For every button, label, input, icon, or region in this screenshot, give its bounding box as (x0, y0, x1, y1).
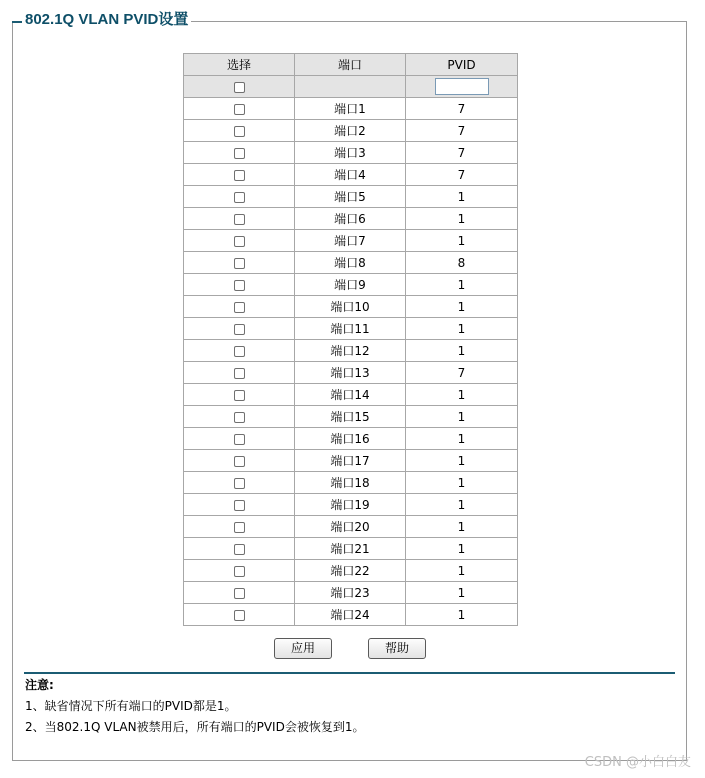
row-port: 端口3 (295, 142, 406, 164)
note-line-1: 1、缺省情况下所有端口的PVID都是1。 (25, 699, 237, 713)
row-port: 端口22 (295, 560, 406, 582)
row-select-cell (184, 340, 295, 362)
table-row (184, 582, 518, 604)
row-select-checkbox[interactable] (234, 280, 245, 291)
row-select-checkbox[interactable] (234, 522, 245, 533)
row-select-checkbox[interactable] (234, 324, 245, 335)
row-select-cell (184, 560, 295, 582)
row-select-cell (184, 120, 295, 142)
watermark: CSDN @小白白友 (584, 755, 691, 770)
row-pvid: 1 (406, 384, 518, 406)
row-pvid: 7 (406, 98, 518, 120)
table-row (184, 494, 518, 516)
row-select-cell (184, 494, 295, 516)
row-select-cell (184, 538, 295, 560)
row-select-checkbox[interactable] (234, 104, 245, 115)
select-all-checkbox[interactable] (234, 82, 245, 93)
row-select-cell (184, 142, 295, 164)
row-select-cell (184, 516, 295, 538)
select-all-cell (184, 76, 295, 98)
row-port: 端口2 (295, 120, 406, 142)
table-row (184, 98, 518, 120)
row-select-checkbox[interactable] (234, 478, 245, 489)
row-select-checkbox[interactable] (234, 456, 245, 467)
row-pvid: 1 (406, 318, 518, 340)
row-select-cell (184, 318, 295, 340)
row-select-checkbox[interactable] (234, 434, 245, 445)
row-select-checkbox[interactable] (234, 544, 245, 555)
row-select-checkbox[interactable] (234, 214, 245, 225)
row-select-checkbox[interactable] (234, 588, 245, 599)
table-header-row (184, 54, 518, 76)
row-select-checkbox[interactable] (234, 126, 245, 137)
row-select-checkbox[interactable] (234, 192, 245, 203)
row-select-checkbox[interactable] (234, 302, 245, 313)
row-select-checkbox[interactable] (234, 170, 245, 181)
row-select-checkbox[interactable] (234, 236, 245, 247)
table-row (184, 604, 518, 626)
row-select-checkbox[interactable] (234, 346, 245, 357)
row-port: 端口14 (295, 384, 406, 406)
pvid-table (183, 53, 518, 626)
row-pvid: 1 (406, 274, 518, 296)
row-port: 端口12 (295, 340, 406, 362)
row-port: 端口16 (295, 428, 406, 450)
note-line-2: 2、当802.1Q VLAN被禁用后，所有端口的PVID会被恢复到1。 (25, 720, 365, 734)
row-select-cell (184, 230, 295, 252)
row-pvid: 7 (406, 164, 518, 186)
row-select-cell (184, 450, 295, 472)
header-pvid: PVID (406, 54, 518, 76)
filter-pvid-cell (406, 76, 518, 98)
row-port: 端口10 (295, 296, 406, 318)
row-port: 端口6 (295, 208, 406, 230)
row-port: 端口15 (295, 406, 406, 428)
row-select-cell (184, 164, 295, 186)
table-row (184, 362, 518, 384)
apply-button[interactable]: 应用 (274, 638, 332, 659)
row-port: 端口11 (295, 318, 406, 340)
row-pvid: 8 (406, 252, 518, 274)
row-pvid: 1 (406, 560, 518, 582)
row-select-cell (184, 208, 295, 230)
table-row (184, 560, 518, 582)
row-select-checkbox[interactable] (234, 390, 245, 401)
row-port: 端口7 (295, 230, 406, 252)
row-select-cell (184, 582, 295, 604)
table-row (184, 164, 518, 186)
row-port: 端口4 (295, 164, 406, 186)
notes-divider (24, 672, 675, 674)
row-select-cell (184, 274, 295, 296)
table-row (184, 186, 518, 208)
row-pvid: 1 (406, 538, 518, 560)
row-pvid: 1 (406, 450, 518, 472)
table-row (184, 120, 518, 142)
row-select-checkbox[interactable] (234, 500, 245, 511)
row-port: 端口23 (295, 582, 406, 604)
row-port: 端口18 (295, 472, 406, 494)
port-rows (184, 98, 518, 626)
table-row (184, 384, 518, 406)
table-row (184, 538, 518, 560)
table-row (184, 406, 518, 428)
pvid-input[interactable] (435, 78, 489, 95)
row-select-checkbox[interactable] (234, 566, 245, 577)
row-port: 端口20 (295, 516, 406, 538)
row-pvid: 1 (406, 516, 518, 538)
row-select-cell (184, 186, 295, 208)
row-select-checkbox[interactable] (234, 258, 245, 269)
table-row (184, 450, 518, 472)
table-row (184, 472, 518, 494)
row-select-checkbox[interactable] (234, 610, 245, 621)
row-select-cell (184, 384, 295, 406)
row-pvid: 1 (406, 406, 518, 428)
row-select-cell (184, 296, 295, 318)
table-row (184, 274, 518, 296)
row-select-cell (184, 472, 295, 494)
row-port: 端口19 (295, 494, 406, 516)
row-pvid: 1 (406, 296, 518, 318)
row-pvid: 7 (406, 120, 518, 142)
header-select: 选择 (184, 54, 295, 76)
table-filter-row (184, 76, 518, 98)
table-row (184, 252, 518, 274)
row-port: 端口1 (295, 98, 406, 120)
row-pvid: 1 (406, 230, 518, 252)
table-row (184, 318, 518, 340)
row-pvid: 1 (406, 604, 518, 626)
row-select-cell (184, 428, 295, 450)
row-select-cell (184, 604, 295, 626)
row-port: 端口24 (295, 604, 406, 626)
table-row (184, 142, 518, 164)
row-port: 端口13 (295, 362, 406, 384)
table-row (184, 296, 518, 318)
row-pvid: 1 (406, 340, 518, 362)
row-port: 端口17 (295, 450, 406, 472)
filter-port-cell (295, 76, 406, 98)
row-pvid: 1 (406, 208, 518, 230)
table-row (184, 340, 518, 362)
row-port: 端口8 (295, 252, 406, 274)
header-port: 端口 (295, 54, 406, 76)
help-button[interactable]: 帮助 (368, 638, 426, 659)
row-select-cell (184, 362, 295, 384)
table-row (184, 428, 518, 450)
row-pvid: 1 (406, 428, 518, 450)
table-row (184, 230, 518, 252)
row-pvid: 7 (406, 362, 518, 384)
row-select-cell (184, 98, 295, 120)
row-select-cell (184, 252, 295, 274)
row-select-checkbox[interactable] (234, 412, 245, 423)
row-select-checkbox[interactable] (234, 368, 245, 379)
row-pvid: 1 (406, 186, 518, 208)
row-pvid: 1 (406, 494, 518, 516)
row-pvid: 7 (406, 142, 518, 164)
row-select-cell (184, 406, 295, 428)
notes-title: 注意: (25, 678, 54, 692)
row-select-checkbox[interactable] (234, 148, 245, 159)
row-port: 端口5 (295, 186, 406, 208)
row-port: 端口21 (295, 538, 406, 560)
row-pvid: 1 (406, 582, 518, 604)
row-pvid: 1 (406, 472, 518, 494)
row-port: 端口9 (295, 274, 406, 296)
section-title: 802.1Q VLAN PVID设置 (22, 10, 191, 30)
table-row (184, 208, 518, 230)
table-row (184, 516, 518, 538)
